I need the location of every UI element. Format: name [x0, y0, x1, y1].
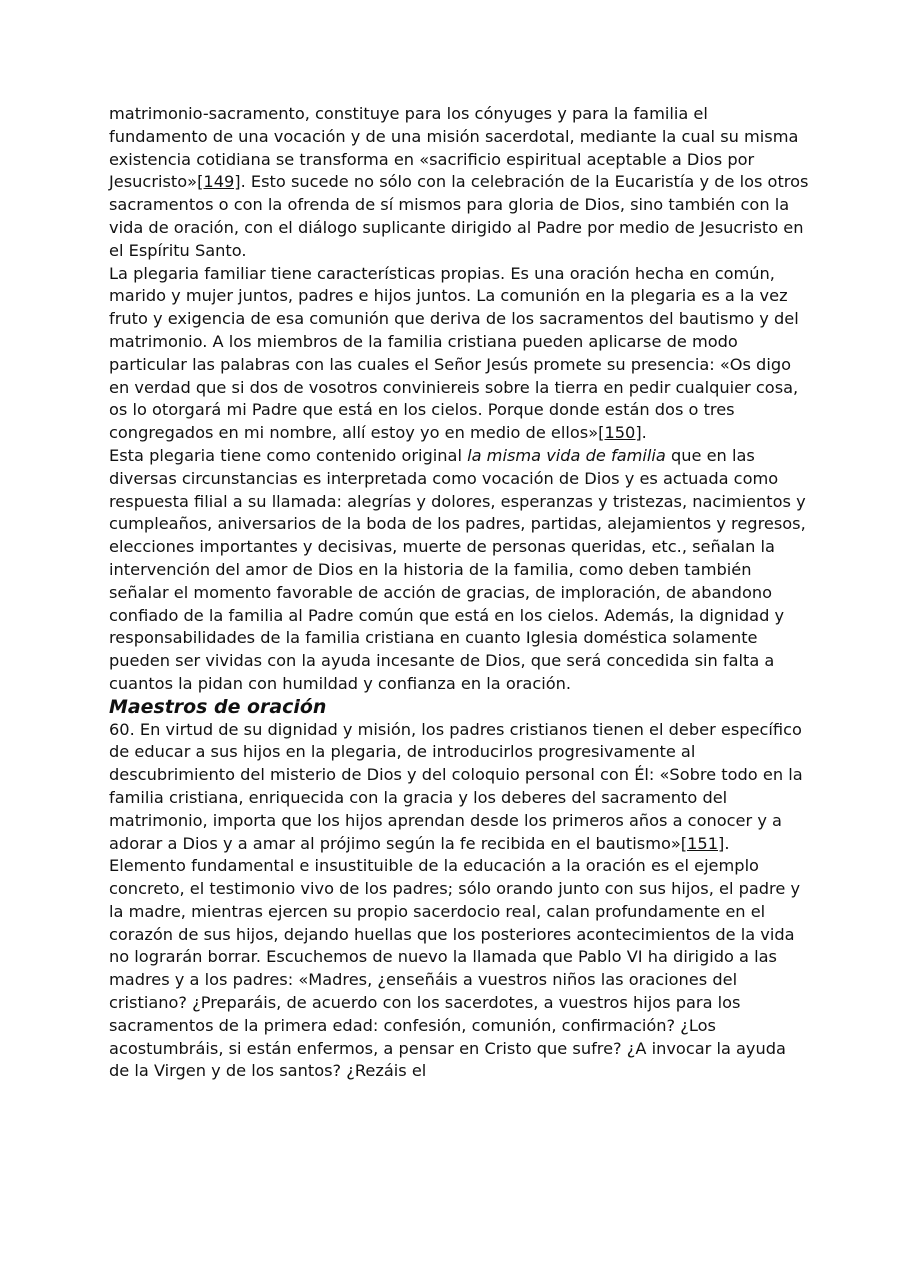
paragraph-text: que en las diversas circunstancias es interpretada como vocación de Dios y es actuada como respuesta filial a su llamada: alegrías y dolores, esperanzas y tristezas, nacimientos y cumpleaños, aniversarios de la boda de los padres, partidas, alejamientos y regresos, elecciones importantes y decisivas, muerte de personas queridas, etc., señalan la intervención del amor de Dios en la historia de la familia, como deben también señalar el momento favorable de acción de gracias, de imploración, de abandono confiado de la familia al Padre común que está en los cielos. Además, la dignidad y responsabilidades de la familia cristiana en cuanto Iglesia doméstica solamente pueden ser vividas con la ayuda incesante de Dios, que será concedida sin falta a cuantos la pidan con humildad y confianza en la oración. [109, 445, 806, 693]
paragraph-text: La plegaria familiar tiene características propias. Es una oración hecha en común, marido y mujer juntos, padres e hijos juntos. La comunión en la plegaria es a la vez fruto y exigencia de esa comunión que deriva de los sacramentos del bautismo y del matrimonio. A los miembros de la familia cristiana pueden aplicarse de modo particular las palabras con las cuales el Señor Jesús promete su presencia: «Os digo en verdad que si dos de vosotros conviniereis sobre la tierra en pedir cualquier cosa, os lo otorgará mi Padre que está en los cielos. Porque donde están dos o tres congregados en mi nombre, allí estoy yo en medio de ellos» [109, 263, 799, 443]
document-page [109, 103, 809, 1083]
paragraph-priestly-mission [109, 103, 809, 263]
footnote-link-149[interactable]: [149] [197, 172, 241, 192]
paragraph-prayer-content [109, 445, 809, 696]
section-heading: Maestros de oración [109, 695, 327, 718]
paragraph-text: matrimonio-sacramento, constituye para los cónyuges y para la familia el fundamento de una vocación y de una misión sacerdotal, mediante la cual su misma existencia cotidiana se transforma en «sacrificio espiritual aceptable a Dios por Jesucristo» [109, 104, 799, 192]
paragraph-section-60 [109, 719, 809, 856]
paragraph-text: . Esto sucede no sólo con la celebración de la Eucaristía y de los otros sacramentos o con la ofrenda de sí mismos para gloria de Dios, sino también con la vida de oración, con el diálogo suplicante dirigido al Padre por medio de Jesucristo en el Espíritu Santo. [109, 172, 809, 260]
paragraph-text: 60. En virtud de su dignidad y misión, los padres cristianos tienen el deber específico de educar a sus hijos en la plegaria, de introducirlos progresivamente al descubrimiento del misterio de Dios y del coloquio personal con Él: «Sobre todo en la familia cristiana, enriquecida con la gracia y los deberes del sacramento del matrimonio, importa que los hijos aprendan desde los primeros años a conocer y a adorar a Dios y a amar al prójimo según la fe recibida en el bautismo» [109, 719, 803, 853]
emphasis-text: la misma vida de familia [467, 445, 666, 465]
footnote-link-150[interactable]: [150] [598, 423, 642, 443]
paragraph-text: Elemento fundamental e insustituible de la educación a la oración es el ejemplo concreto, el testimonio vivo de los padres; sólo orando junto con sus hijos, el padre y la madre, mientras ejercen su propio sacerdocio real, calan profundamente en el corazón de sus hijos, dejando huellas que los posteriores acontecimientos de la vida no lograrán borrar. Escuchemos de nuevo la llamada que Pablo VI ha dirigido a las madres y a los padres: «Madres, ¿enseñáis a vuestros niños las oraciones del cristiano? ¿Preparáis, de acuerdo con los sacerdotes, a vuestros hijos para los sacramentos de la primera edad: confesión, comunión, confirmación? ¿Los acostumbráis, si están enfermos, a pensar en Cristo que sufre? ¿A invocar la ayuda de la Virgen y de los santos? ¿Rezáis el [109, 856, 801, 1081]
paragraph-family-prayer [109, 263, 809, 445]
paragraph-parents-example [109, 855, 809, 1083]
footnote-link-151[interactable]: [151] [680, 833, 725, 853]
paragraph-text: Esta plegaria tiene como contenido original [109, 445, 468, 465]
paragraph-text: . [641, 423, 647, 443]
paragraph-text: . [724, 833, 730, 853]
